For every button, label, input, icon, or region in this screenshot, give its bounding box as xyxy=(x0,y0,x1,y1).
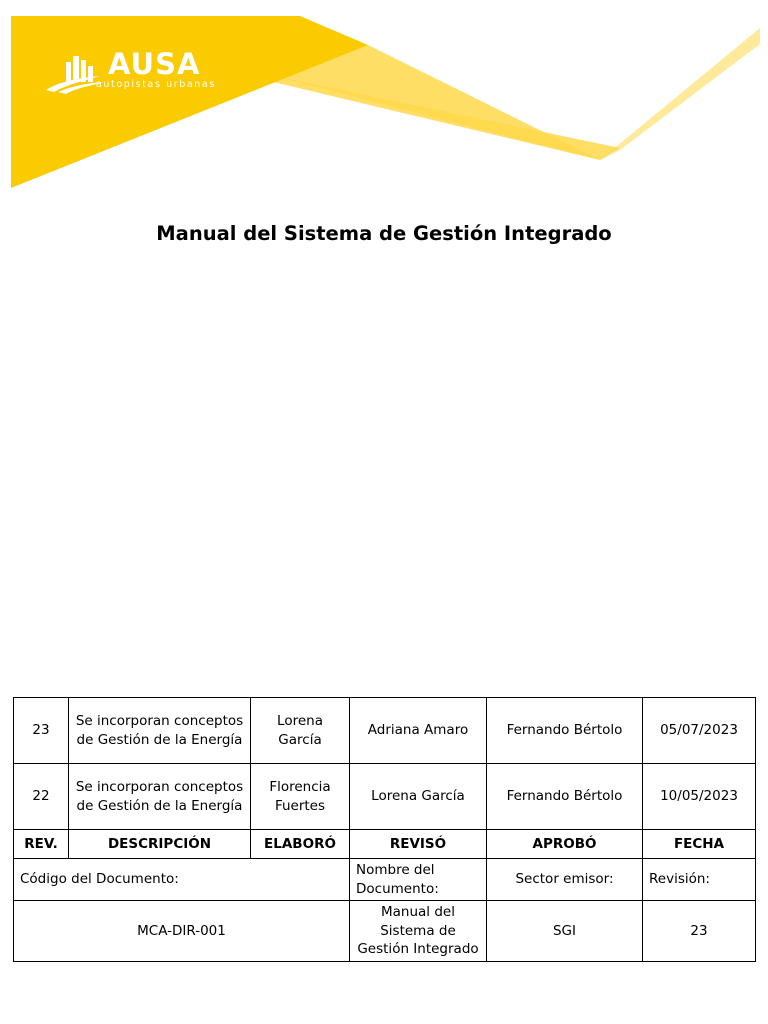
doc-info-value-row xyxy=(14,901,756,962)
aprobo-cell: Fernando Bértolo xyxy=(487,698,643,764)
revision-row xyxy=(14,764,756,830)
sector-value: SGI xyxy=(487,901,643,962)
header-banner xyxy=(0,0,768,200)
descripcion-header: DESCRIPCIÓN xyxy=(69,830,251,859)
descripcion-cell: Se incorporan conceptos de Gestión de la Energía xyxy=(69,698,251,764)
doc-info-label-row xyxy=(14,859,756,901)
reviso-cell: Adriana Amaro xyxy=(350,698,487,764)
aprobo-cell: Fernando Bértolo xyxy=(487,764,643,830)
fecha-cell: 10/05/2023 xyxy=(643,764,756,830)
logo-name: AUSA xyxy=(108,47,201,81)
reviso-header: REVISÓ xyxy=(350,830,487,859)
rev-cell: 23 xyxy=(14,698,69,764)
revision-value: 23 xyxy=(643,901,756,962)
revision-row xyxy=(14,698,756,764)
nombre-value: Manual del Sistema de Gestión Integrado xyxy=(350,901,487,962)
reviso-cell: Lorena García xyxy=(350,764,487,830)
codigo-label: Código del Documento: xyxy=(14,859,350,901)
rev-header: REV. xyxy=(14,830,69,859)
descripcion-cell: Se incorporan conceptos de Gestión de la Energía xyxy=(69,764,251,830)
sector-label: Sector emisor: xyxy=(487,859,643,901)
revision-label: Revisión: xyxy=(643,859,756,901)
logo-tagline: autopistas urbanas xyxy=(96,79,216,90)
fecha-cell: 05/07/2023 xyxy=(643,698,756,764)
elaboro-cell: Florencia Fuertes xyxy=(251,764,350,830)
aprobo-header: APROBÓ xyxy=(487,830,643,859)
nombre-label: Nombre del Documento: xyxy=(350,859,487,901)
fecha-header: FECHA xyxy=(643,830,756,859)
revision-table xyxy=(13,697,756,962)
banner-graphic xyxy=(0,0,768,200)
codigo-value: MCA-DIR-001 xyxy=(14,901,350,962)
rev-cell: 22 xyxy=(14,764,69,830)
elaboro-cell: Lorena García xyxy=(251,698,350,764)
elaboro-header: ELABORÓ xyxy=(251,830,350,859)
page-title: Manual del Sistema de Gestión Integrado xyxy=(156,222,612,245)
revision-header-row xyxy=(14,830,756,859)
